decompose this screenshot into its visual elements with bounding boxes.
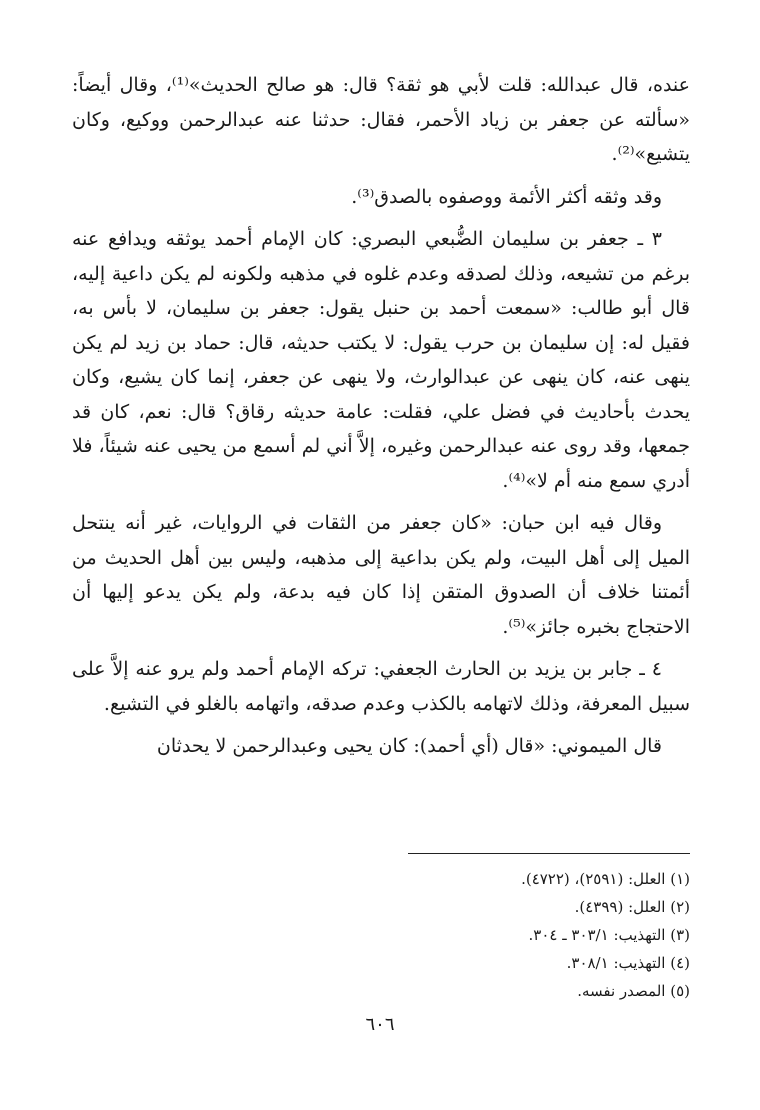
footnote-2: (٢) العلل: (٤٣٩٩). [574,898,690,916]
footnote-divider [408,853,690,854]
paragraph-trust: وقد وثقه أكثر الأئمة ووصفوه بالصدق⁽³⁾. [351,185,662,208]
page-number: ٦٠٦ [365,1014,395,1035]
footnote-1: (١) العلل: (٢٥٩١)، (٤٧٢٢). [521,870,690,888]
footnote-4: (٤) التهذيب: ٣٠٨/١. [566,954,690,972]
paragraph-al-maymuni: قال الميموني: «قال (أي أحمد): كان يحيى وعبدالرحمن لا يحدثان [156,735,662,757]
paragraph-continuation: عنده، قال عبدالله: قلت لأبي هو ثقة؟ قال: هو صالح الحديث»⁽¹⁾، وقال أيضاً: «سألته عن جعفر بن زياد الأحمر، فقال: حدثنا عنه عبدالرحمن ووكيع، وكان يتشيع»⁽²⁾. [72,74,690,165]
paragraph-jabir-al-jufi: ٤ ـ جابر بن يزيد بن الحارث الجعفي: تركه الإمام أحمد ولم يرو عنه إلاَّ على سبيل المعرفة، وذلك لاتهامه بالكذب وعدم صدقه، واتهامه بالغلو في التشيع. [72,658,690,715]
footnotes [270,865,690,1005]
paragraph-jafar-bin-sulayman: ٣ ـ جعفر بن سليمان الضُّبعي البصري: كان الإمام أحمد يوثقه ويدافع عنه برغم من تشيعه، وذلك لصدقه وعدم غلوه في مذهبه ولكونه لم يكن داعية إليه، قال أبو طالب: «سمعت أحمد بن حنبل يقول: جعفر بن سليمان، لا بأس به، فقيل له: إن سليمان بن حرب يقول: لا يكتب حديثه، قال: حماد بن زيد لم يكن ينهى عنه، كان ينهى عن عبدالوارث، ولا ينهى عن جعفر، إنما كان يشيع، وكان يحدث بأحاديث في فضل علي، فقلت: عامة حديثه رقاق؟ قال: نعم، كان قد جمعها، وقد روى عنه عبدالرحمن وغيره، إلاَّ أني لم أسمع من يحيى عنه شيئاً، فلا أدري سمع منه أم لا»⁽⁴⁾. [72,228,690,492]
main-text [72,68,690,764]
paragraph-ibn-hibban: وقال فيه ابن حبان: «كان جعفر من الثقات في الروايات، غير أنه ينتحل الميل إلى أهل البيت، ولم يكن بداعية إلى مذهبه، وليس بين أهل الحديث من أئمتنا خلاف أن الصدوق المتقن إذا كان فيه بدعة، ولم يكن يدعو إليها أن الاحتجاج بخبره جائز»⁽⁵⁾. [72,512,690,638]
footnote-3: (٣) التهذيب: ٣٠٣/١ ـ ٣٠٤. [528,926,690,944]
footnote-5: (٥) المصدر نفسه. [577,982,690,1000]
